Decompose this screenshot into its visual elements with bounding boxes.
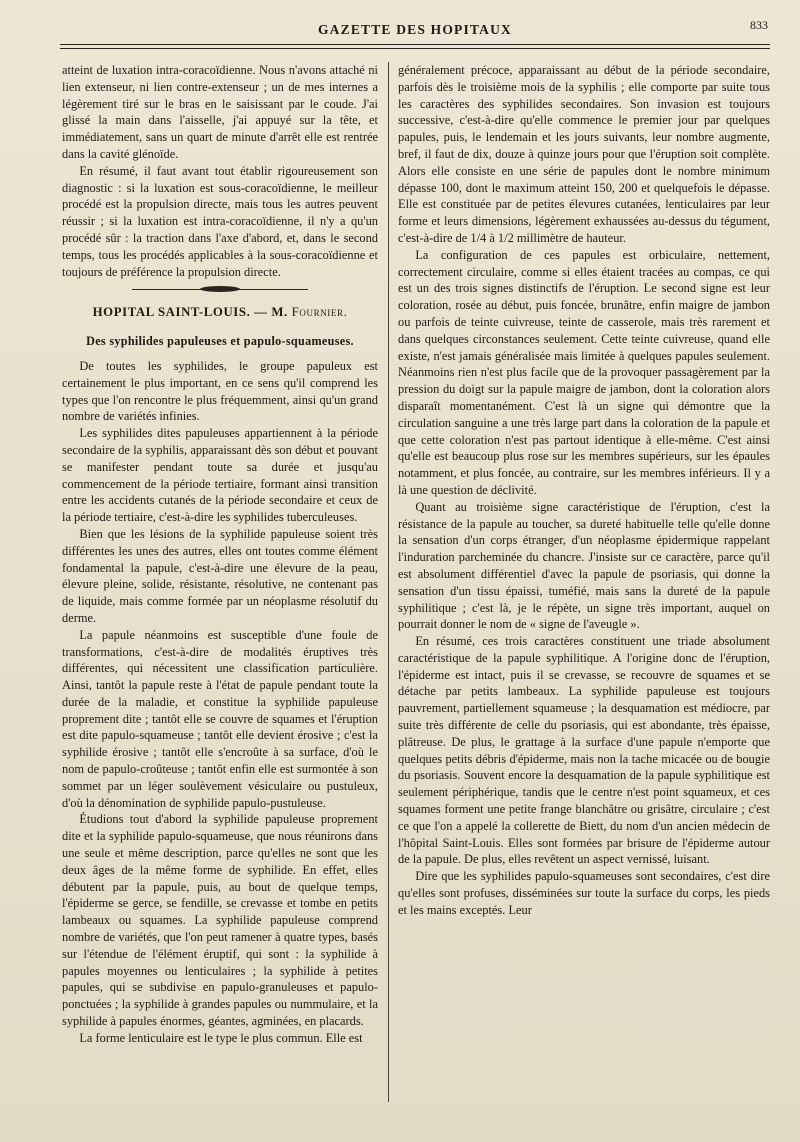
header-rule-thin xyxy=(60,48,770,49)
section-title: HOPITAL SAINT-LOUIS. — M. xyxy=(92,305,288,320)
page-header xyxy=(60,18,770,40)
paragraph: La forme lenticulaire est le type le plus commun. Elle est xyxy=(79,1030,363,1045)
paragraph: atteint de luxation intra-coracoïdienne. Nous n'avons attaché ni lien extenseur, ni lien contre-extenseur ; un de mes internes a légèrement tiré sur le bras en le saisissant par le coude. J'ai glissé la main dans l'aisselle, j'ai appuyé sur la tête, et immédiatement, sans un quart de minute d'arrêt elle est rentrée dans la cavité glénoïde. xyxy=(62,63,378,161)
paragraph: généralement précoce, apparaissant au début de la période secondaire, parfois dès le troisième mois de la syphilis ; elle comporte par suite tous les caractères des syphilides secondaires. Son invasion est toujours successive, c'est-à-dire qu'elle commence le premier jour par quelques papules, puis, le lendemain et les jours suivants, leur nombre augmente, bref, il faut de dix, douze à quinze jours pour que l'éruption soit complète. Alors elle consiste en une série de papules dont le nombre minimum dépasse 100, dont le maximum atteint 150, 200 et quelquefois le dépasse. Elle est constituée par de petites élevures cutanées, lenticulaires par leur forme et leurs dimensions, légèrement exhaussées au-dessus du tégument, c'est-à-dire de 1/4 à 1/2 millimètre de hauteur. xyxy=(398,63,770,245)
section-separator-ornament xyxy=(62,286,378,294)
paragraph: Dire que les syphilides papulo-squameuses sont secondaires, c'est dire qu'elles sont profuses, disséminées sur toute la surface du corps, les pieds et les mains exceptés. Leur xyxy=(398,869,770,917)
paragraph: Bien que les lésions de la syphilide papuleuse soient très différentes les unes des autres, elles ont toutes comme élément fondamental la papule, c'est-à-dire une élevure de la peau, élevure pleine, solide, résistante, résolutive, ne contenant pas de liquide, mais comme formée par un néoplasme résolutif du derme. xyxy=(62,526,378,625)
paragraph: En résumé, il faut avant tout établir rigoureusement son diagnostic : si la luxation est sous-coracoïdienne, le meilleur procédé est la propulsion directe, mais tous les autres peuvent réussir ; si la luxation est intra-coracoïdienne, il n'y a qu'un procédé sûr : la traction dans l'axe d'abord, et, dans le second temps, tous les procédés applicables à la sous-coracoïdienne et toujours de préférence la propulsion directe. xyxy=(62,163,378,279)
column-divider xyxy=(388,62,389,1102)
paragraph: Les syphilides dites papuleuses appartiennent à la période secondaire de la syphilis, apparaissant dès son début et pouvant se manifester pendant toute sa durée et jusqu'au commencement de la période tertiaire, formant ainsi transition entre les accidents cutanés de la période secondaire et ceux de la période tertiaire, c'est-à-dire les syphilides tuberculeuses. xyxy=(62,426,378,525)
paragraph: Quant au troisième signe caractéristique de l'éruption, c'est la résistance de la papule au toucher, sa dureté habituelle telle qu'elle donne la sensation d'un corps étranger, d'un néoplasme épidermique rappelant l'induration parcheminée du chancre. J'insiste sur ce caractère, parce qu'il est absolument différentiel d'avec la papule de psoriasis, qui donne la sensation d'un tissu épaissi, tuméfié, mais sans la dureté de la papule syphilitique ; c'est là, je le répète, un signe très important, auquel on pourrait donner le nom de « signe de l'aveugle ». xyxy=(398,499,770,632)
right-column xyxy=(398,62,770,1106)
paragraph: Étudions tout d'abord la syphilide papuleuse proprement dite et la syphilide papulo-squameuse, que nous réunirons dans une seule et même description, parce qu'elles ne sont que les deux âges de la même forme de syphilide. En effet, elles débutent par la papule, puis, au bout de quelque temps, l'épiderme se gerce, se fendille, se crevasse et tombe en petits lambeaux ou squames. La syphilide papuleuse comprend nombre de variétés, que l'on peut ramener à quatre types, basés sur l'étendue de l'élément éruptif, qui sont : la syphilide à papules moyennes ou lenticulaires ; la syphilide à petites papules, qui se subdivise en papulo-granuleuses et papulo-ponctuées ; la syphilide à grandes papules ou nummulaire, et la syphilide à papules énormes, géantes, agminées, en placards. xyxy=(62,812,378,1029)
section-heading xyxy=(62,304,378,321)
paragraph: La papule néanmoins est susceptible d'une foule de transformations, c'est-à-dire de modalités éruptives très différentes, qui nécessitent une classification particulière. Ainsi, tantôt la papule reste à l'état de papule pendant toute la durée de la maladie, et constitue la syphilide papuleuse proprement dite ; tantôt elle se couvre de squames et l'éruption est dite papulo-squameuse ; tantôt elle devient érosive ; c'est la syphilide érosive ; tantôt elle s'encroûte à sa surface, d'où le nom de papulo-croûteuse ; tantôt enfin elle est surmontée à son sommet par un léger soulèvement vésiculaire ou pustuleux, d'où la dénomination de syphilide papulo-pustuleuse. xyxy=(62,627,378,810)
page-number: 833 xyxy=(750,18,768,32)
journal-title: GAZETTE DES HOPITAUX xyxy=(317,22,513,37)
left-column xyxy=(62,62,378,1106)
paragraph: La configuration de ces papules est orbiculaire, nettement, correctement circulaire, comme si elles étaient tracées au compas, ce qui est un des trois signes distinctifs de l'éruption. Le second signe est leur coloration, rosée au début, puis foncée, brunâtre, enfin maigre de jambon ou parfois de teinte cuivreuse, teinte de casserole, mais très rarement et dans quelques circonstances seulement. Cette teinte cuivreuse, quand elle existe, n'est jamais généralisée mais limitée à quelques papules seulement. Néanmoins rien n'est plus facile que de la provoquer passagèrement par la pression du doigt sur la papule maigre de jambon, dont la coloration alors disparaît momentanément. C'est là un signe qui démontre que la circulation sanguine a une très large part dans la coloration de la papule et que cette coloration n'est pas partout identique à elle-même. C'est ainsi qu'elle est beaucoup plus rose sur les membres supérieurs, sur les épaules notamment, et plus foncée, au contraire, sur les membres inférieurs. Il y a là une question de déclivité. xyxy=(398,247,770,497)
header-rule xyxy=(60,44,770,45)
paragraph: En résumé, ces trois caractères constituent une triade absolument caractéristique de la papule syphilitique. A l'origine donc de l'éruption, l'épiderme est intact, puis il se crevasse, se recouvre de squames et se détache par petits lambeaux. La syphilide papuleuse est toujours pauvrement, partiellement squameuse ; la desquamation est médiocre, par suite très différente de celle du psoriasis, qui est abondante, très épaisse, plâtreuse. De plus, le grattage à la surface d'une papule n'emporte que quelques petits débris d'épiderme, mais non la tache micacée ou de bougie du psoriasis. Souvent encore la desquamation de la papule syphilitique est seulement périphérique, tandis que le centre n'est point squameux, et ces squames forment une petite frange blanchâtre ou grisâtre, circulaire ; c'est ce que l'on a appelé la collerette de Biett, du nom d'un ancien médecin de l'hôpital Saint-Louis. Elles sont formées par brisure de l'épiderme autour de la papule. De plus, elles revêtent un aspect vernissé, luisant. xyxy=(398,634,770,867)
section-author: Fournier. xyxy=(291,305,348,320)
article-title: Des syphilides papuleuses et papulo-squameuses. xyxy=(86,334,354,349)
paragraph: De toutes les syphilides, le groupe papuleux est certainement le plus important, en ce sens qu'il comprend les types que l'on rencontre le plus fréquemment, ainsi qu'un grand nombre de variétés infinies. xyxy=(62,358,378,424)
